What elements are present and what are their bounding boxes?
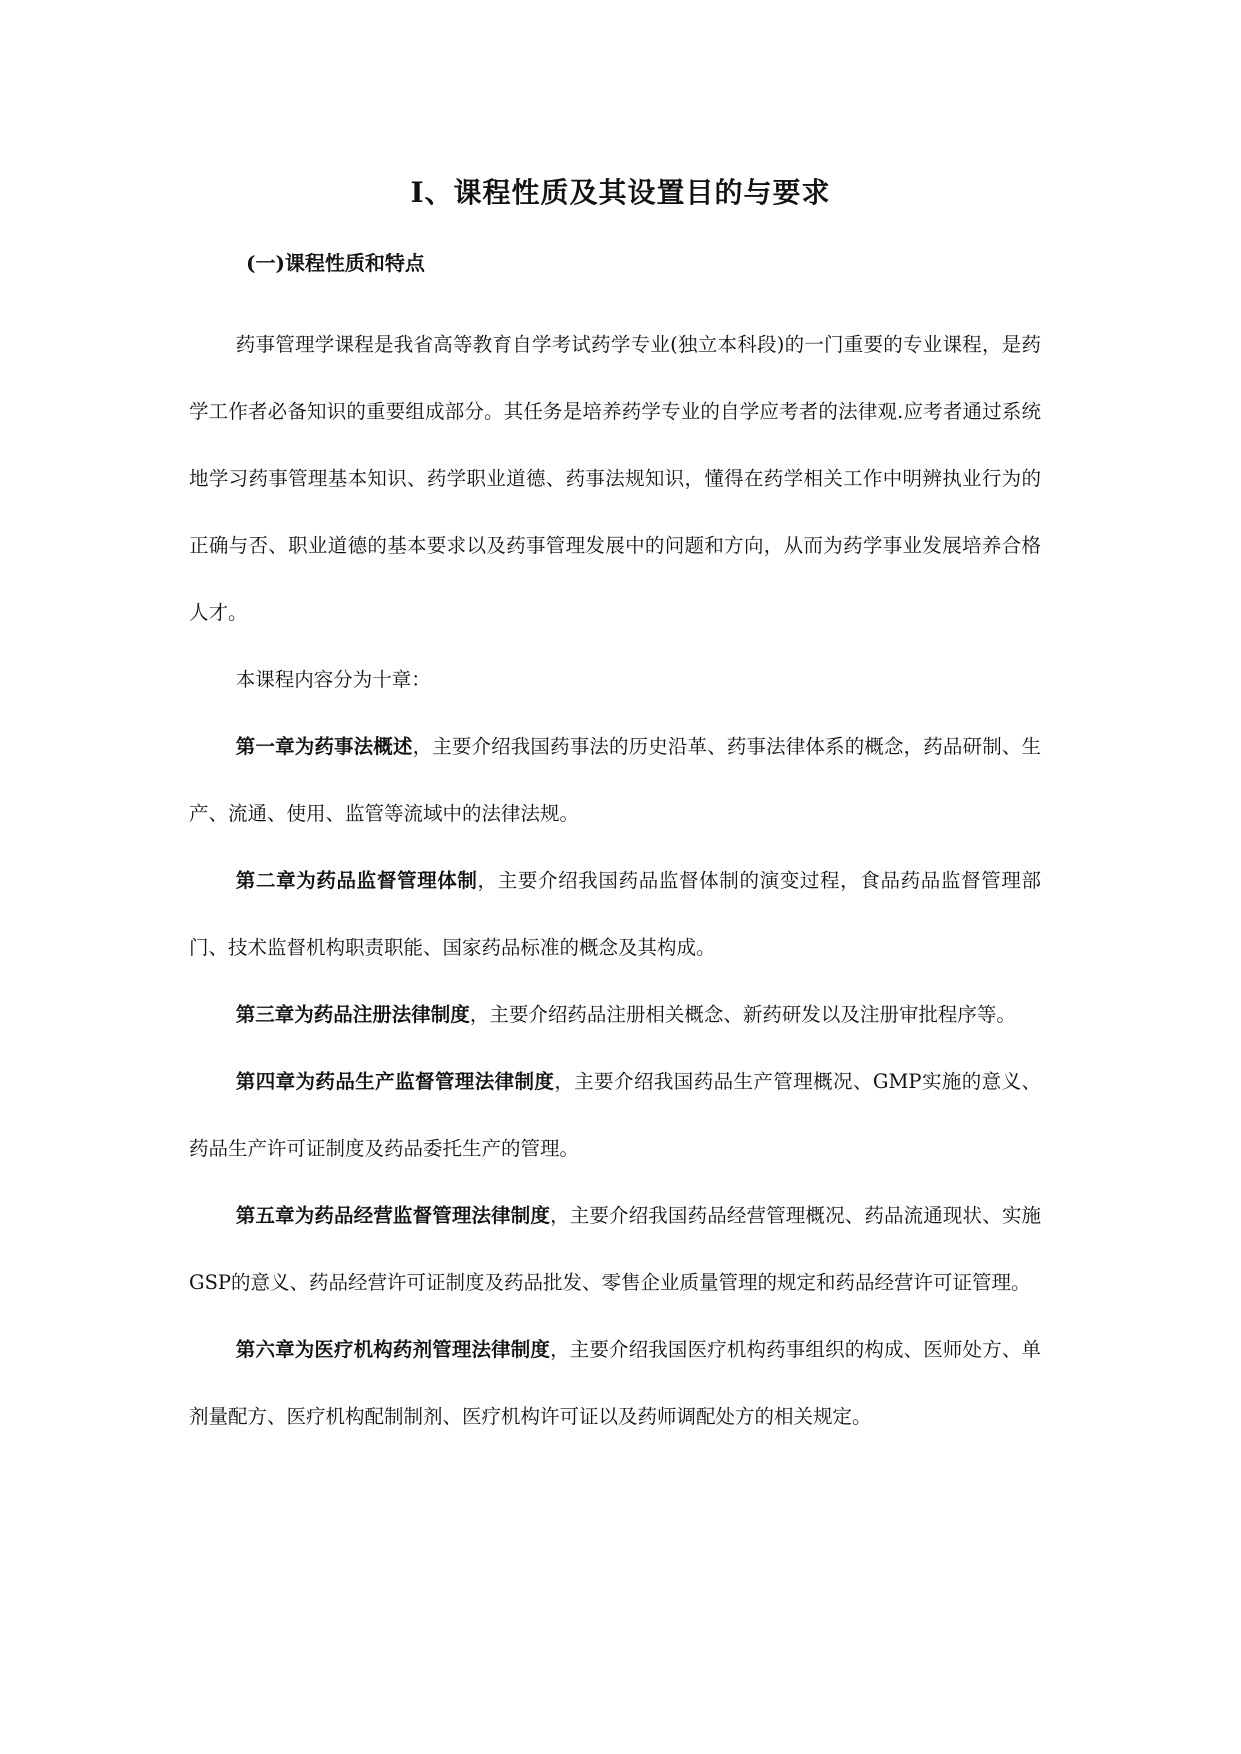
document-title: I、课程性质及其设置目的与要求 [410,176,831,209]
chapter-description: ，主要介绍我国药品监督体制的演变过程，食品药品监督管理部门、技术监督机构职责职能、国家药品标准的概念及其构成。 [189,869,1041,959]
content-intro: 本课程内容分为十章： [235,668,431,691]
chapter-paragraph [189,847,1041,981]
chapter-title: 第一章为药事法概述 [235,735,413,758]
chapter-title: 第三章为药品注册法律制度 [235,1003,470,1026]
chapter-paragraph [189,981,1041,1048]
chapter-paragraph [189,1316,1041,1450]
section-heading: (一)课程性质和特点 [246,251,425,275]
chapter-paragraph [189,713,1041,847]
chapter-paragraph [189,1182,1041,1316]
chapter-title: 第四章为药品生产监督管理法律制度 [235,1070,555,1093]
chapter-paragraph [189,1048,1041,1182]
intro-paragraph: 药事管理学课程是我省高等教育自学考试药学专业(独立本科段)的一门重要的专业课程，是药学工作者必备知识的重要组成部分。其任务是培养药学专业的自学应考者的法律观.应考者通过系统地学习药事管理基本知识、药学职业道德、药事法规知识，懂得在药学相关工作中明辨执业行为的正确与否、职业道德的基本要求以及药事管理发展中的问题和方向，从而为药学事业发展培养合格人才。 [189,333,1041,624]
chapter-description: ，主要介绍我国药品经营管理概况、药品流通现状、实施GSP的意义、药品经营许可证制度及药品批发、零售企业质量管理的规定和药品经营许可证管理。 [189,1204,1041,1294]
chapter-title: 第二章为药品监督管理体制 [235,869,478,892]
chapter-title: 第六章为医疗机构药剂管理法律制度 [235,1338,551,1361]
chapter-description: ，主要介绍药品注册相关概念、新药研发以及注册审批程序等。 [469,1003,1016,1026]
chapter-description: ，主要介绍我国药品生产管理概况、GMP实施的意义、药品生产许可证制度及药品委托生产的管理。 [189,1070,1041,1160]
chapter-title: 第五章为药品经营监督管理法律制度 [235,1204,551,1227]
document-body [189,311,1041,1450]
chapter-description: ，主要介绍我国医疗机构药事组织的构成、医师处方、单剂量配方、医疗机构配制制剂、医疗机构许可证以及药师调配处方的相关规定。 [189,1338,1041,1428]
chapter-description: ，主要介绍我国药事法的历史沿革、药事法律体系的概念，药品研制、生产、流通、使用、监管等流域中的法律法规。 [189,735,1041,825]
